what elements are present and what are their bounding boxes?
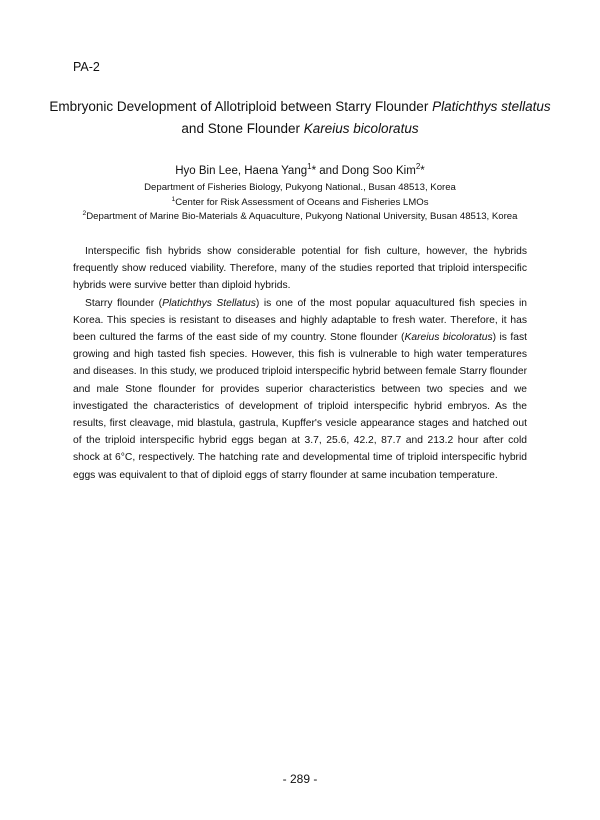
affiliation-text: Center for Risk Assessment of Oceans and Fisheries LMOs — [175, 196, 429, 208]
title-species-1: Platichthys stellatus — [432, 99, 551, 114]
author-names: * — [420, 165, 425, 177]
title-species-2: Kareius bicoloratus — [303, 121, 419, 136]
affiliation-2 — [40, 210, 560, 225]
author-superscript: 2 — [415, 162, 421, 172]
title-text: and Stone Flounder — [181, 121, 304, 136]
title-text: Embryonic Development of Allotriploid between Starry Flounder — [49, 99, 433, 114]
paper-title — [40, 96, 560, 140]
title-line-1 — [40, 96, 560, 118]
author-names: Hyo Bin Lee, Haena Yang — [175, 165, 308, 177]
affiliations — [40, 181, 560, 225]
species-name: Kareius bicoloratus — [404, 332, 493, 344]
author-list — [40, 164, 560, 179]
affiliation-text: Department of Marine Bio-Materials & Aquaculture, Pukyong National University, Busan 48513, Korea — [86, 211, 518, 222]
session-code: PA-2 — [73, 60, 100, 74]
author-superscript: 1 — [307, 162, 312, 172]
abstract-text: ) is fast growing and high tasted fish species. However, this fish is vulnerable to high water temperatures and diseases. In this study, we produced triploid interspecific hybrid between female Starry flounder and male Stone flounder for provides superior characteristics between two species and we investigated the characteristics of development of triploid interspecific hybrid embryos. As the results, first cleavage, mid blastula, gastrula, Kupffer's vesicle appearance stages and hatched out of the triploid interspecific hybrid eggs began at 3.7, 25.6, 42.2, 87.7 and 213.2 hour after cold shock at 6°C, respectively. The hatching rate and developmental time of triploid interspecific hybrid eggs was equivalent to that of diploid eggs of starry flounder at same incubation temperature. — [73, 332, 528, 481]
abstract-text: ) is one of the most popular aquacultured fish species in Korea. This species is resistant to diseases and highly adaptable to fresh water. Therefore, it has been cultured the farms of the east side of my country. Stone flounder ( — [73, 297, 527, 344]
abstract-paragraph-1: Interspecific fish hybrids show considerable potential for fish culture, however, the hybrids frequently show reduced viability. Therefore, many of the studies reported that triploid interspecific hybrids were survive better than diploid hybrids. — [73, 246, 527, 292]
author-names: * and Dong Soo Kim — [311, 165, 416, 177]
abstract-body — [73, 243, 527, 484]
page-number: - 289 - — [282, 772, 318, 786]
affiliation-0: Department of Fisheries Biology, Pukyong National., Busan 48513, Korea — [144, 182, 456, 193]
affiliation-superscript: 1 — [171, 195, 176, 203]
affiliation-1 — [40, 196, 560, 211]
abstract-text: Starry flounder ( — [85, 297, 163, 309]
title-line-2 — [40, 118, 560, 140]
affiliation-superscript: 2 — [82, 209, 87, 217]
species-name: Platichthys Stellatus — [162, 297, 256, 309]
abstract-paragraph-2 — [73, 295, 527, 484]
